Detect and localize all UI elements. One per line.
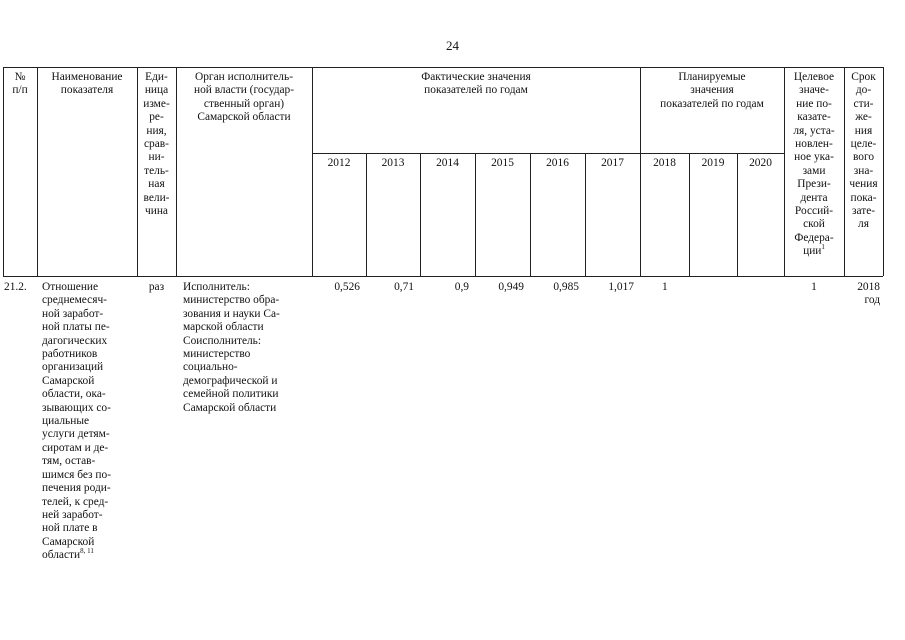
col-border (420, 153, 421, 276)
header-deadline: Срок до- сти- же- ния целе- вого зна- чения пока- зате- ля (849, 71, 878, 231)
header-year: 2018 (653, 157, 676, 169)
header-target: Целевое значе- ние по- казате- ля, уста- новлен- ное ука- зами Прези- дента Россий- ской Федера- ции$^1$ (793, 71, 835, 258)
header-actual-group: Фактические значения показателей по годам (421, 71, 531, 97)
header-num: № п/п (12, 71, 28, 97)
header-year: 2016 (546, 157, 569, 169)
col-border (530, 153, 531, 276)
header-year: 2014 (436, 157, 459, 169)
row-organ: Исполнитель: министерство обра- зования и науки Са- марской области Соисполнитель: министерство социально- демографической и семейной политики Самарской области (183, 281, 280, 414)
row-value-2014: 0,9 (454, 281, 469, 293)
col-border (689, 153, 690, 276)
header-planned-group: Планируемые значения показателей по годам (660, 71, 764, 110)
header-bottom-border (3, 276, 883, 277)
col-border (366, 153, 367, 276)
row-value-2013: 0,71 (394, 281, 414, 293)
col-border (475, 153, 476, 276)
row-unit: раз (148, 281, 165, 293)
col-border (312, 67, 313, 276)
header-year: 2020 (749, 157, 772, 169)
row-target: 1 (811, 281, 817, 293)
header-year: 2019 (701, 157, 725, 169)
row-value-2015: 0,949 (498, 281, 524, 293)
col-border (737, 153, 738, 276)
col-border (883, 67, 884, 276)
header-organ: Орган исполнитель- ной власти (государ- ственный орган) Самарской области (193, 71, 295, 124)
row-num: 21.2. (4, 281, 27, 293)
header-year: 2012 (327, 157, 351, 169)
col-border (585, 153, 586, 276)
header-name: Наименование показателя (51, 71, 123, 97)
header-year: 2013 (381, 157, 405, 169)
row-value-2012: 0,526 (334, 281, 360, 293)
header-unit: Еди- ница изме- ре- ния, срав- ни- тель- ная вели- чина (143, 71, 170, 218)
years-divider (312, 153, 784, 154)
header-year: 2015 (491, 157, 514, 169)
page-number: 24 (446, 38, 459, 53)
row-deadline: 2018 год (857, 281, 880, 307)
header-year: 2017 (601, 157, 624, 169)
row-value-2016: 0,985 (553, 281, 579, 293)
row-name: Отношение среднемесяч- ной заработ- ной платы пе- дагогических работников организаций Самарской области, ока- зывающих со- циальные услуги детям- сиротам и де- тям, остав- шимся без по- печения роди- телей, к сред- ней заработ- ной плате в Самарской области$^{8, 11}$ (42, 281, 111, 562)
row-value-2018: 1 (662, 281, 668, 293)
col-border (37, 67, 38, 276)
table-top-border (3, 67, 883, 68)
row-value-2017: 1,017 (608, 281, 634, 293)
col-border (3, 67, 4, 276)
